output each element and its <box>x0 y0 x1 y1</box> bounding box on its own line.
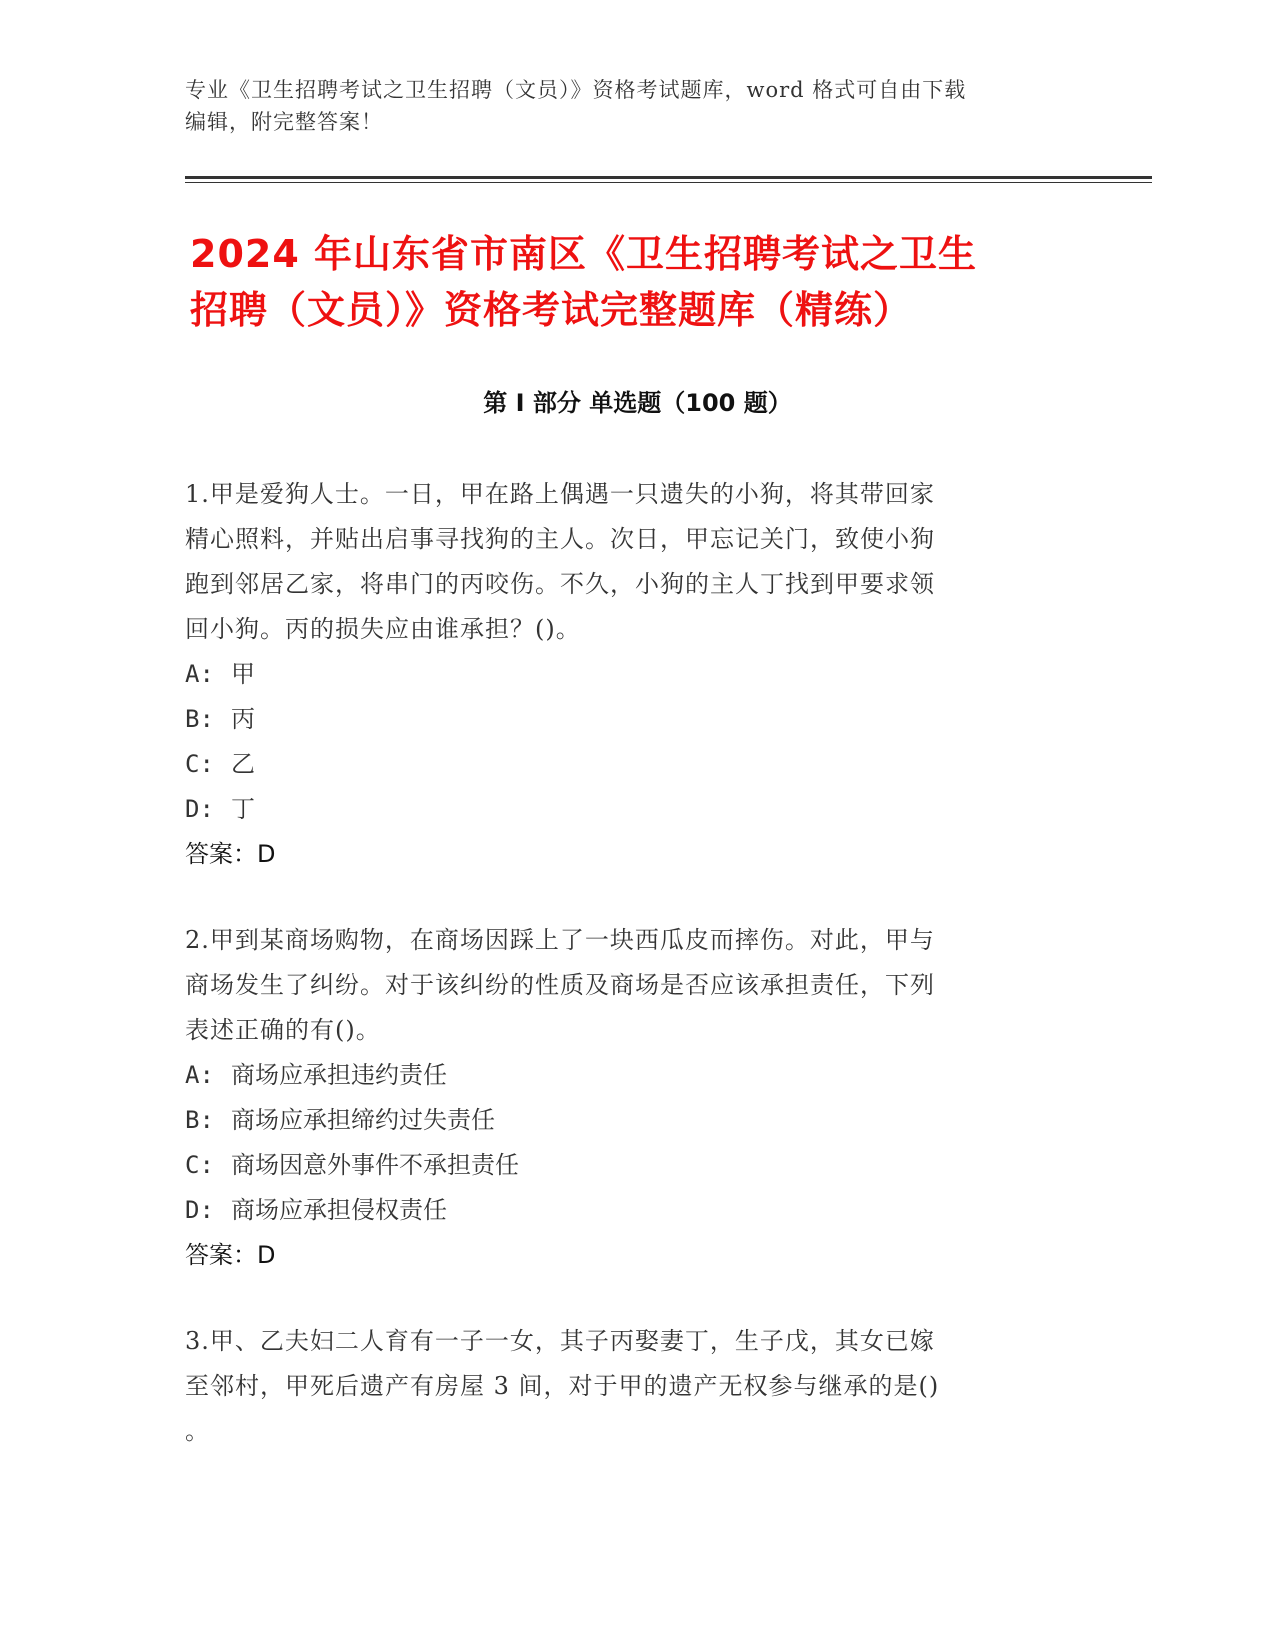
option-letter: D: <box>185 1196 214 1224</box>
option-d <box>185 787 1065 832</box>
answer: 答案：D <box>185 840 276 868</box>
question-stem-line: 1.甲是爱狗人士。一日，甲在路上偶遇一只遗失的小狗，将其带回家 <box>185 480 935 508</box>
question-stem-line: 3.甲、乙夫妇二人育有一子一女，其子丙娶妻丁，生子戊，其女已嫁 <box>185 1327 935 1355</box>
option-text: 商场应承担缔约过失责任 <box>231 1106 495 1134</box>
option-a <box>185 1053 1065 1098</box>
question-stem-line: 跑到邻居乙家，将串门的丙咬伤。不久，小狗的主人丁找到甲要求领 <box>185 570 935 598</box>
option-text: 乙 <box>231 750 255 778</box>
answer: 答案：D <box>185 1241 276 1269</box>
option-letter: B: <box>185 705 214 733</box>
option-d <box>185 1188 1065 1233</box>
question-2 <box>185 918 1065 1278</box>
option-c <box>185 1143 1065 1188</box>
question-stem-line: 2.甲到某商场购物，在商场因踩上了一块西瓜皮而摔伤。对此，甲与 <box>185 926 935 954</box>
question-stem-line: 。 <box>185 1417 210 1445</box>
option-text: 商场应承担违约责任 <box>231 1061 447 1089</box>
option-text: 甲 <box>231 660 255 688</box>
option-letter: C: <box>185 750 214 778</box>
question-stem <box>185 1319 1065 1454</box>
question-stem-line: 回小狗。丙的损失应由谁承担？()。 <box>185 615 581 643</box>
document-title <box>190 226 1090 338</box>
question-stem-line: 商场发生了纠纷。对于该纠纷的性质及商场是否应该承担责任，下列 <box>185 971 935 999</box>
question-stem-line: 至邻村，甲死后遗产有房屋 3 间，对于甲的遗产无权参与继承的是() <box>185 1372 940 1400</box>
question-stem-line: 表述正确的有()。 <box>185 1016 381 1044</box>
header-note <box>185 74 1065 138</box>
option-letter: C: <box>185 1151 214 1179</box>
option-letter: A: <box>185 660 214 688</box>
option-letter: B: <box>185 1106 214 1134</box>
question-stem <box>185 472 1065 652</box>
header-note-line1: 专业《卫生招聘考试之卫生招聘（文员）》资格考试题库，word 格式可自由下载 <box>185 78 967 102</box>
option-b <box>185 697 1065 742</box>
option-text: 丁 <box>231 795 255 823</box>
header-note-line2: 编辑，附完整答案！ <box>185 110 383 134</box>
option-text: 商场应承担侵权责任 <box>231 1196 447 1224</box>
option-text: 商场因意外事件不承担责任 <box>231 1151 519 1179</box>
section-heading: 第 I 部分 单选题（100 题） <box>483 389 792 417</box>
option-c <box>185 742 1065 787</box>
option-text: 丙 <box>231 705 255 733</box>
question-3 <box>185 1319 1065 1454</box>
option-a <box>185 652 1065 697</box>
option-b <box>185 1098 1065 1143</box>
option-letter: A: <box>185 1061 214 1089</box>
question-1 <box>185 472 1065 877</box>
header-divider-thick <box>185 176 1152 179</box>
header-divider-thin <box>185 182 1152 183</box>
question-stem <box>185 918 1065 1053</box>
document-title-line2: 招聘（文员）》资格考试完整题库（精练） <box>190 288 913 332</box>
document-title-line1: 2024 年山东省市南区《卫生招聘考试之卫生 <box>190 232 977 276</box>
option-letter: D: <box>185 795 214 823</box>
question-stem-line: 精心照料，并贴出启事寻找狗的主人。次日，甲忘记关门，致使小狗 <box>185 525 935 553</box>
